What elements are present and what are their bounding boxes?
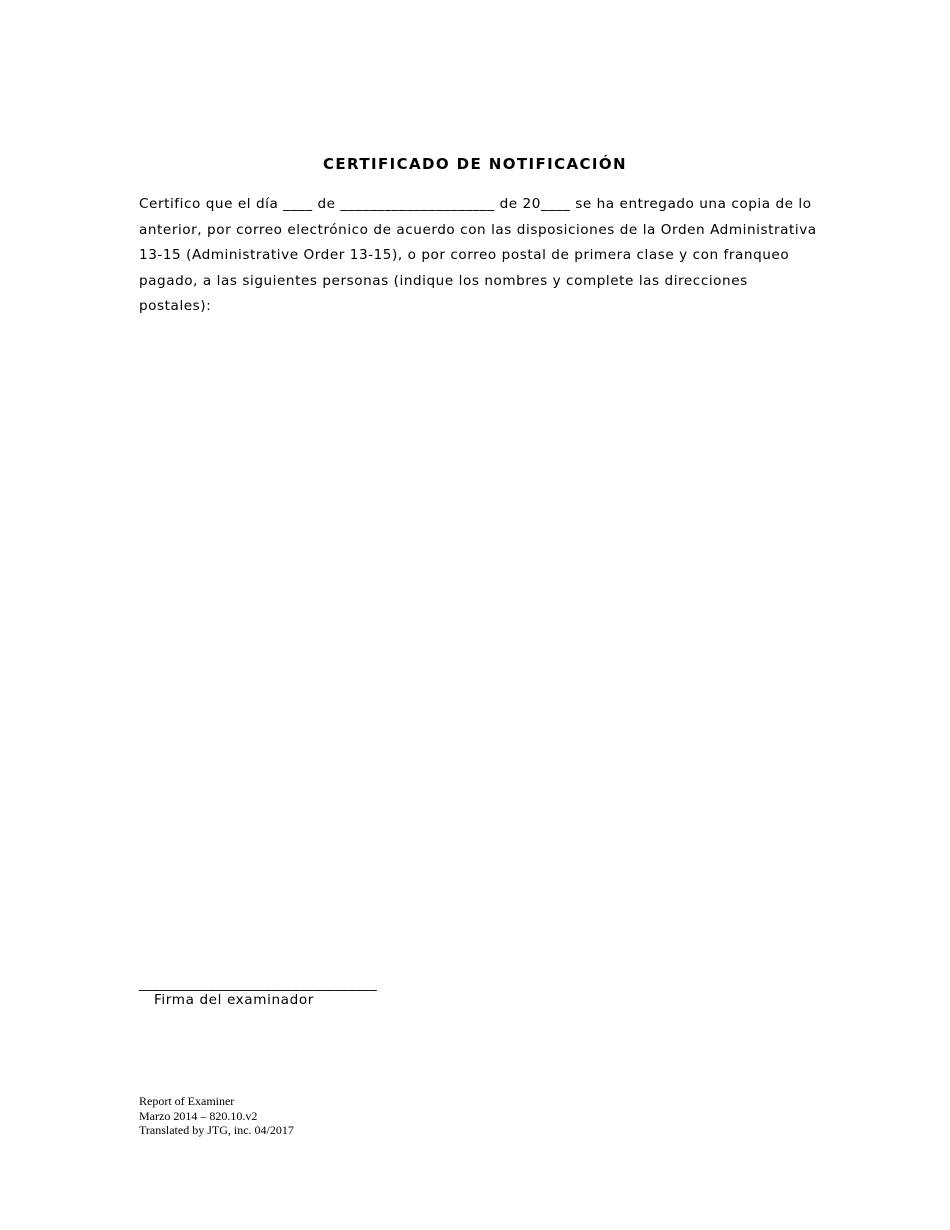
footer-translation-note: Translated by JTG, inc. 04/2017 — [139, 1123, 294, 1137]
signature-line: __________________________________ — [139, 976, 377, 992]
signature-label: Firma del examinador — [154, 992, 314, 1008]
certification-paragraph: Certifico que el día ____ de _____________________ de 20____ se ha entregado una copia de lo anterior, por correo electrónico de acuerdo con las disposiciones de la Orden Administrativa 13-15 (Administrative Order 13-15), o por correo postal de primera clase y con franqueo pagado, a las siguientes personas (indique los nombres y complete las direcciones postales): — [139, 196, 817, 314]
document-footer — [139, 1094, 294, 1138]
footer-form-version: Marzo 2014 – 820.10.v2 — [139, 1108, 258, 1123]
document-title: CERTIFICADO DE NOTIFICACIÓN — [323, 155, 627, 173]
footer-form-name: Report of Examiner — [139, 1094, 235, 1108]
